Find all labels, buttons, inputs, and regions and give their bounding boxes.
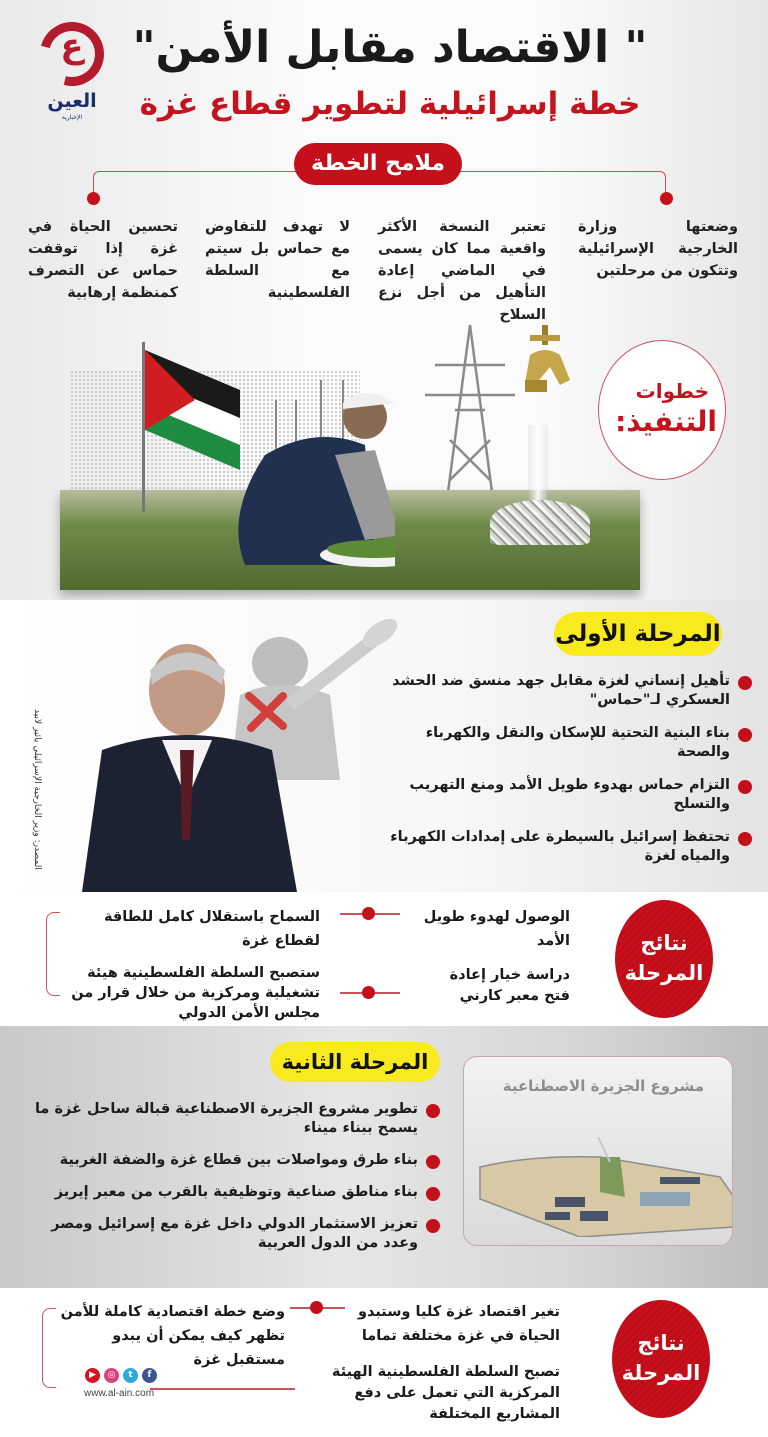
website-link[interactable]: www.al-ain.com [84, 1388, 155, 1399]
youtube-icon[interactable]: ▶ [85, 1368, 100, 1383]
phase-two-list [15, 1100, 440, 1266]
source-credit-text: المصدر: وزير الخارجية الإسرائيلي يائير لابيد [32, 709, 42, 870]
list-item [390, 828, 752, 866]
al-ain-logo[interactable] [36, 22, 108, 122]
bullet-dot-icon [426, 1187, 440, 1201]
source-credit [22, 660, 42, 870]
bullet-dot-icon [738, 832, 752, 846]
results-label-line2: المرحلة [621, 1361, 701, 1385]
list-item-text: تعزيز الاستثمار الدولي داخل غزة مع إسرائيل ومصر وعدد من الدول العربية [51, 1216, 418, 1251]
facebook-icon[interactable]: f [142, 1368, 157, 1383]
list-item [390, 672, 752, 710]
list-item-text: بناء طرق ومواصلات بين قطاع غزة والضفة الغربية [59, 1152, 418, 1168]
list-item [15, 1215, 440, 1253]
phase-results-badge [612, 1300, 710, 1418]
farmer-figure [225, 375, 395, 570]
list-item-text: تأهيل إنساني لغزة مقابل جهد منسق ضد الحشد العسكري لـ"حماس" [392, 673, 730, 708]
artificial-island-card [463, 1056, 733, 1246]
water-faucet-icon [520, 325, 575, 420]
result-bracket [46, 912, 60, 996]
logo-subtitle: الإخبارية [61, 114, 83, 121]
connector-dot-left [87, 192, 100, 205]
bullet-dot-icon [738, 676, 752, 690]
feature-item: لا تهدف للتفاوض مع حماس بل سيتم مع السلطة الفلسطينية [205, 219, 350, 301]
page-title: " الاقتصاد مقابل الأمن" [132, 22, 648, 73]
list-item [390, 776, 752, 814]
list-item-text: التزام حماس بهدوء طويل الأمد ومنع التهريب والتسلح [409, 777, 730, 812]
logo-ain-icon: ع [60, 26, 84, 66]
result-connector-dot [362, 907, 375, 920]
result-item: ستصبح السلطة الفلسطينية هيئة تشغيلية ومركزية من خلال قرار من مجلس الأمن الدولي [71, 965, 320, 1021]
steps-label-line2: التنفيذ: [615, 405, 717, 438]
implementation-steps-badge [598, 340, 726, 480]
feature-item: وضعتها وزارة الخارجية الإسرائيلية وتتكون من مرحلتين [578, 219, 738, 279]
list-item-text: تطوير مشروع الجزيرة الاصطناعية قبالة ساحل غزة ما يسمح ببناء ميناء [34, 1101, 418, 1136]
bullet-dot-icon [738, 728, 752, 742]
list-item [15, 1100, 440, 1138]
island-caption: مشروع الجزيرة الاصطناعية [502, 1077, 704, 1095]
result-item: تغير اقتصاد غزة كليا وستبدو الحياة في غزة مختلفة تماما [357, 1304, 560, 1344]
bullet-dot-icon [426, 1155, 440, 1169]
phase-two-label: المرحلة الثانية [270, 1042, 440, 1082]
bullet-dot-icon [738, 780, 752, 794]
results-label-line1: نتائج [637, 1331, 685, 1355]
features-label-pill: ملامح الخطة [294, 143, 462, 185]
social-icons [85, 1368, 157, 1383]
result-item: تصبح السلطة الفلسطينية الهيئة المركزية التي تعمل على دفع المشاريع المختلفة [331, 1364, 560, 1422]
twitter-icon[interactable]: t [123, 1368, 138, 1383]
footer-divider-line [150, 1388, 295, 1390]
money-splash [490, 500, 590, 545]
connector-dot-right [660, 192, 673, 205]
list-item-text: بناء البنية التحتية للإسكان والنقل والكهرباء والصحة [425, 725, 730, 760]
farmer-scene-image [60, 320, 640, 595]
results-label-line2: المرحلة [624, 961, 704, 985]
list-item [15, 1183, 440, 1202]
bullet-dot-icon [426, 1219, 440, 1233]
feature-item: تحسين الحياة في غزة إذا توقفت حماس عن التصرف كمنظمة إرهابية [28, 219, 178, 301]
phase-one-list [390, 672, 752, 880]
result-item: دراسة خيار إعادة فتح معبر كارني [449, 967, 570, 1004]
instagram-icon[interactable]: ◎ [104, 1368, 119, 1383]
feature-item: تعتبر النسخة الأكثر واقعية مما كان يسمى في الماضي إعادة التأهيل من أجل نزع السلاح [378, 219, 546, 323]
result-item: السماح باستقلال كامل للطاقة لقطاع غزة [103, 909, 320, 949]
list-item [15, 1151, 440, 1170]
yair-lapid-photo [82, 640, 297, 892]
list-item-text: تحتفظ إسرائيل بالسيطرة على إمدادات الكهرباء والمياه لغزة [390, 829, 730, 864]
result-item: وضع خطة اقتصادية كاملة للأمن تظهر كيف يمكن أن يبدو مستقبل غزة [60, 1304, 285, 1368]
steps-label-line1: خطوات [635, 379, 709, 403]
logo-name: العين [47, 90, 97, 112]
result-connector-dot [310, 1301, 323, 1314]
phase-results-badge [615, 900, 713, 1018]
list-item [390, 724, 752, 762]
page-subtitle: خطة إسرائيلية لتطوير قطاع غزة [139, 86, 641, 122]
result-item: الوصول لهدوء طويل الأمد [423, 909, 570, 949]
result-bracket [42, 1308, 56, 1388]
artificial-island-image [470, 1137, 733, 1237]
phase-one-label: المرحلة الأولى [554, 612, 722, 656]
results-label-line1: نتائج [640, 931, 688, 955]
bullet-dot-icon [426, 1104, 440, 1118]
list-item-text: بناء مناطق صناعية وتوظيفية بالقرب من معبر إيريز [54, 1184, 418, 1200]
result-connector-dot [362, 986, 375, 999]
